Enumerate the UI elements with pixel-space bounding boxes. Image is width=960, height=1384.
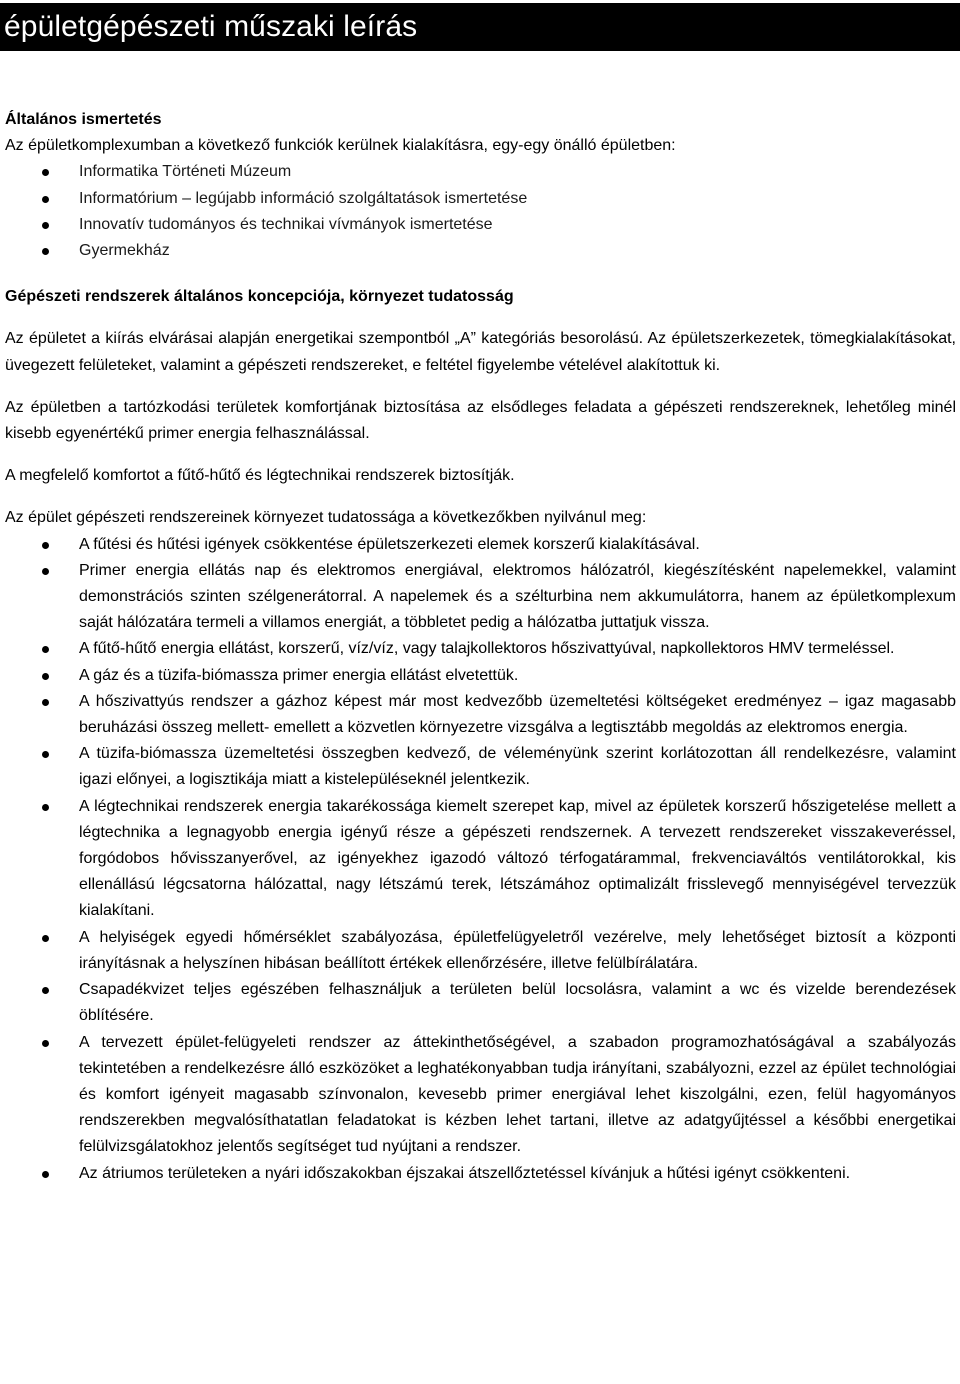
bullet-icon (42, 699, 49, 706)
paragraph: Az épületet a kiírás elvárásai alapján energetikai szempontból „A” kategóriás besorolású. Az épületszerkezetek, tömegkialakításokat, üvegezett felületeket, valamint a gépészeti rendszereket, e feltétel figyelembe vételével alakítottuk ki. (5, 330, 956, 374)
bullet-icon (42, 646, 49, 653)
bullet-icon (42, 169, 49, 176)
title-bar (0, 3, 960, 51)
bullet-icon (42, 222, 49, 229)
list-item: A hőszivattyús rendszer a gázhoz képest már most kedvezőbb üzemeltetési költségeket eredményez – igaz magasabb beruházási összeg mellett- emellett a közvetlen környezetre vizsgálva a legtisztább megoldás az elektromos energia. (5, 689, 956, 741)
list-item: A tervezett épület-felügyeleti rendszer az áttekinthetőségével, a szabadon programozhatóságával a szabályozás tekintetében a rendelkezésre álló eszközöket a leghatékonyabban tudja irányítani, szabályozni, ezzel az épület technológiai és komfort igényeit magasabb színvonalon, kevesebb primer energiával lehet kiszolgálni, ezen, felül hagyományos rendszerekben megvalósíthatatlan feladatokat is kézben lehet tartani, illetve az adatgyűjtéssel a későbbi energetikai felülvizsgálatokhoz jelentős segítséget tud nyújtani a rendszer. (5, 1030, 956, 1161)
list-item: Primer energia ellátás nap és elektromos energiával, elektromos hálózatról, kiegészítésként napelemekkel, valamint demonstrációs szinten szélgenerátorral. A napelemek és a szélturbina nem akkumulátorra, hanem az épületkomplexum saját hálózatára termeli a villamos energiát, a többletet pedig a hálózatba juttatjuk vissza. (5, 558, 956, 637)
list-item: A légtechnikai rendszerek energia takarékossága kiemelt szerepet kap, mivel az épületek korszerű hőszigetelése mellett a légtechnika a legnagyobb energia igényű része a gépészeti rendszernek. A tervezett rendszereket visszakeveréssel, forgódobos hővisszanyerővel, az igényekhez igazodó változó térfogatárammal, frekvenciaváltós ventilátorokkal, kis ellenállású légcsatorna hálózattal, nagy létszámú terek, létszámához optimalizált frisslevegő mennyiségével tervezzük kialakítani. (5, 794, 956, 925)
bullet-icon (42, 1040, 49, 1047)
list-item: Innovatív tudományos és technikai vívmányok ismertetése (5, 212, 956, 238)
bullet-icon (42, 987, 49, 994)
awareness-list (5, 532, 956, 1187)
list-item: Informatika Történeti Múzeum (5, 159, 956, 185)
bullet-icon (42, 751, 49, 758)
list-item: A gáz és a tüzifa-biómassza primer energia ellátást elvetettük. (5, 663, 956, 689)
paragraph: Az épület gépészeti rendszereinek környezet tudatossága a következőkben nyilvánul meg: (5, 509, 647, 527)
heading-general: Általános ismertetés (5, 111, 162, 128)
list-item: Csapadékvizet teljes egészében felhasználjuk a területen belül locsolásra, valamint a wc és vizelde berendezések öblítésére. (5, 977, 956, 1029)
list-item: Gyermekház (5, 238, 956, 264)
function-list (5, 159, 956, 264)
heading-concept: Gépészeti rendszerek általános koncepciója, környezet tudatosság (5, 288, 514, 306)
document-body (5, 107, 956, 1187)
bullet-icon (42, 568, 49, 575)
bullet-icon (42, 673, 49, 680)
general-intro: Az épületkomplexumban a következő funkciók kerülnek kialakításra, egy-egy önálló épületben: (5, 137, 676, 155)
bullet-icon (42, 196, 49, 203)
page-title: épületgépészeti műszaki leírás (4, 10, 418, 43)
bullet-icon (42, 248, 49, 255)
list-item: A fűtő-hűtő energia ellátást, korszerű, víz/víz, vagy talajkollektoros hőszivattyúval, napkollektoros HMV termeléssel. (5, 636, 956, 662)
bullet-icon (42, 1171, 49, 1178)
list-item: A tüzifa-biómassza üzemeltetési összegben kedvező, de véleményünk szerint korlátozottan áll rendelkezésre, valamint igazi előnyei, a logisztikája miatt a kistelepüléseknél jelentkezik. (5, 741, 956, 793)
paragraph: Az épületben a tartózkodási területek komfortjának biztosítása az elsődleges feladata a gépészeti rendszereknek, lehetőleg minél kisebb egyenértékű primer energia felhasználással. (5, 398, 956, 443)
bullet-icon (42, 804, 49, 811)
paragraph: A megfelelő komfortot a fűtő-hűtő és légtechnikai rendszerek biztosítják. (5, 467, 515, 485)
list-item: A helyiségek egyedi hőmérséklet szabályozása, épületfelügyeletről vezérelve, mely lehetőséget biztosít a központi irányításnak a helyszínen hibásan beállított értékek ellenőrzésére, illetve felülbírálatára. (5, 925, 956, 977)
list-item: Az átriumos területeken a nyári időszakokban éjszakai átszellőztetéssel kívánjuk a hűtési igényt csökkenteni. (5, 1161, 956, 1187)
bullet-icon (42, 935, 49, 942)
list-item: A fűtési és hűtési igények csökkentése épületszerkezeti elemek korszerű kialakításával. (5, 532, 956, 558)
bullet-icon (42, 542, 49, 549)
list-item: Informatórium – legújabb információ szolgáltatások ismertetése (5, 186, 956, 212)
